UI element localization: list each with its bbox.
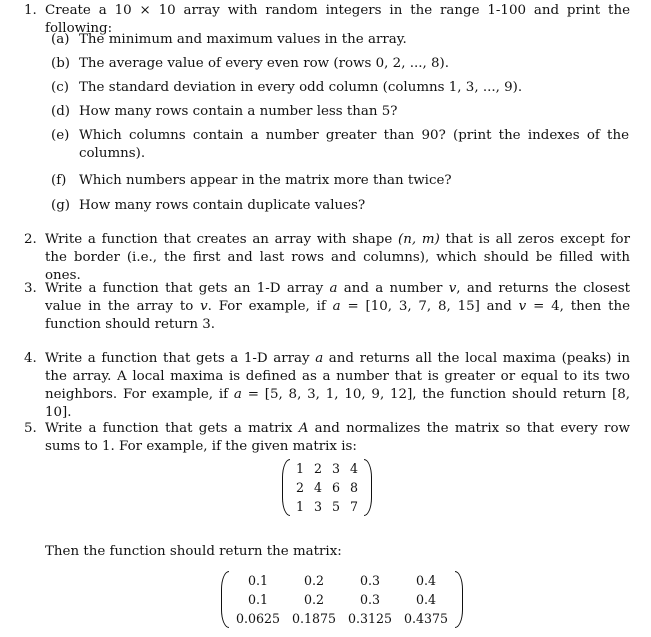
math-var: v <box>448 281 457 296</box>
math-var: v <box>518 299 527 314</box>
math-var: A <box>298 421 309 436</box>
problem-number: 2. <box>24 232 37 247</box>
subitem-text: The average value of every even row (rows 0, 2, ..., 8). <box>79 56 449 71</box>
matrix-grid <box>290 459 364 516</box>
matrix-cell: 4 <box>349 461 358 476</box>
matrix-cell: 0.1875 <box>291 611 337 626</box>
then-text: Then the function should return the matrix: <box>45 544 342 559</box>
subitem-label: (f) <box>51 173 67 188</box>
subitem-label: (a) <box>51 32 70 47</box>
matrix-cell: 8 <box>349 480 358 495</box>
subitem-label: (d) <box>51 104 71 119</box>
problem-number: 4. <box>24 351 37 366</box>
text-fragment: = [5, 8, 3, 1, 10, 9, 12], the function should return [8, 10]. <box>45 387 630 420</box>
matrix-cell: 1 <box>295 461 304 476</box>
subitem-text: The minimum and maximum values in the array. <box>79 32 407 47</box>
subitem-text: Which numbers appear in the matrix more than twice? <box>79 173 452 188</box>
right-paren <box>455 571 463 628</box>
matrix-cell: 0.2 <box>303 573 325 588</box>
text-fragment: Write a function that gets a 1-D array <box>45 351 316 366</box>
problem-text: Create a 10 × 10 array with random integers in the range 1-100 and print the following: <box>45 3 630 36</box>
matrix-cell: 0.1 <box>247 573 269 588</box>
subitem-label: (c) <box>51 80 69 95</box>
math-shape: (n, m) <box>398 232 440 247</box>
text-fragment: that is all zeros except for the border (i.e., the first and last rows and columns), which should be filled with ones. <box>45 232 630 283</box>
right-paren <box>364 459 372 516</box>
text-fragment: , and returns the closest value in the array to <box>45 281 630 314</box>
text-fragment: and normalizes the matrix so that every row sums to 1. For example, if the given matrix is: <box>45 421 630 454</box>
matrix-cell: 2 <box>295 480 304 495</box>
text-fragment: and returns all the local maxima (peaks) in the array. A local maxima is defined as a number that is greater or equal to its two neighbors. For example, if <box>45 351 630 402</box>
subitem-label: (b) <box>51 56 71 71</box>
output-matrix <box>221 571 463 628</box>
matrix-cell: 0.4375 <box>403 611 449 626</box>
math-var: a <box>329 281 338 296</box>
problem-number: 3. <box>24 281 37 296</box>
text-fragment: . For example, if <box>207 299 333 314</box>
text-fragment: and a number <box>337 281 449 296</box>
text-fragment: Write a function that gets a matrix <box>45 421 299 436</box>
subitem-label: (e) <box>51 128 70 143</box>
subitem-label: (g) <box>51 198 71 213</box>
matrix-cell: 2 <box>313 461 322 476</box>
math-var: a <box>233 387 242 402</box>
matrix-cell: 5 <box>331 499 340 514</box>
subitem-text: The standard deviation in every odd column (columns 1, 3, ..., 9). <box>79 80 523 95</box>
text-fragment: = 4, then the function should return 3. <box>45 299 630 332</box>
matrix-cell: 6 <box>331 480 340 495</box>
subitem-text: Which columns contain a number greater than 90? (print the indexes of the columns). <box>79 128 629 161</box>
matrix-cell: 0.4 <box>415 573 437 588</box>
input-matrix <box>282 459 372 516</box>
problem-number: 5. <box>24 421 37 436</box>
left-paren <box>282 459 290 516</box>
math-var: v <box>200 299 208 314</box>
matrix-cell: 0.3 <box>359 592 381 607</box>
problem-number: 1. <box>24 3 37 18</box>
matrix-cell: 0.4 <box>415 592 437 607</box>
text-fragment: Write a function that gets an 1-D array <box>45 281 330 296</box>
matrix-cell: 1 <box>295 499 304 514</box>
matrix-cell: 3 <box>331 461 340 476</box>
matrix-cell: 0.3 <box>359 573 381 588</box>
subitem-text: How many rows contain duplicate values? <box>79 198 366 213</box>
matrix-cell: 0.2 <box>303 592 325 607</box>
matrix-cell: 4 <box>313 480 322 495</box>
problem-text <box>45 350 630 422</box>
matrix-cell: 0.3125 <box>347 611 393 626</box>
subitem-text: How many rows contain a number less than 5? <box>79 104 398 119</box>
text-fragment: = [10, 3, 7, 8, 15] and <box>340 299 519 314</box>
matrix-grid <box>229 571 455 628</box>
matrix-cell: 0.0625 <box>235 611 281 626</box>
problem-text <box>45 231 630 285</box>
math-var: a <box>332 299 341 314</box>
matrix-cell: 3 <box>313 499 322 514</box>
matrix-cell: 7 <box>349 499 358 514</box>
problem-text <box>45 420 630 456</box>
text-fragment: Write a function that creates an array with shape <box>45 232 399 247</box>
left-paren <box>221 571 229 628</box>
matrix-cell: 0.1 <box>247 592 269 607</box>
math-var: a <box>315 351 324 366</box>
problem-text <box>45 280 630 334</box>
